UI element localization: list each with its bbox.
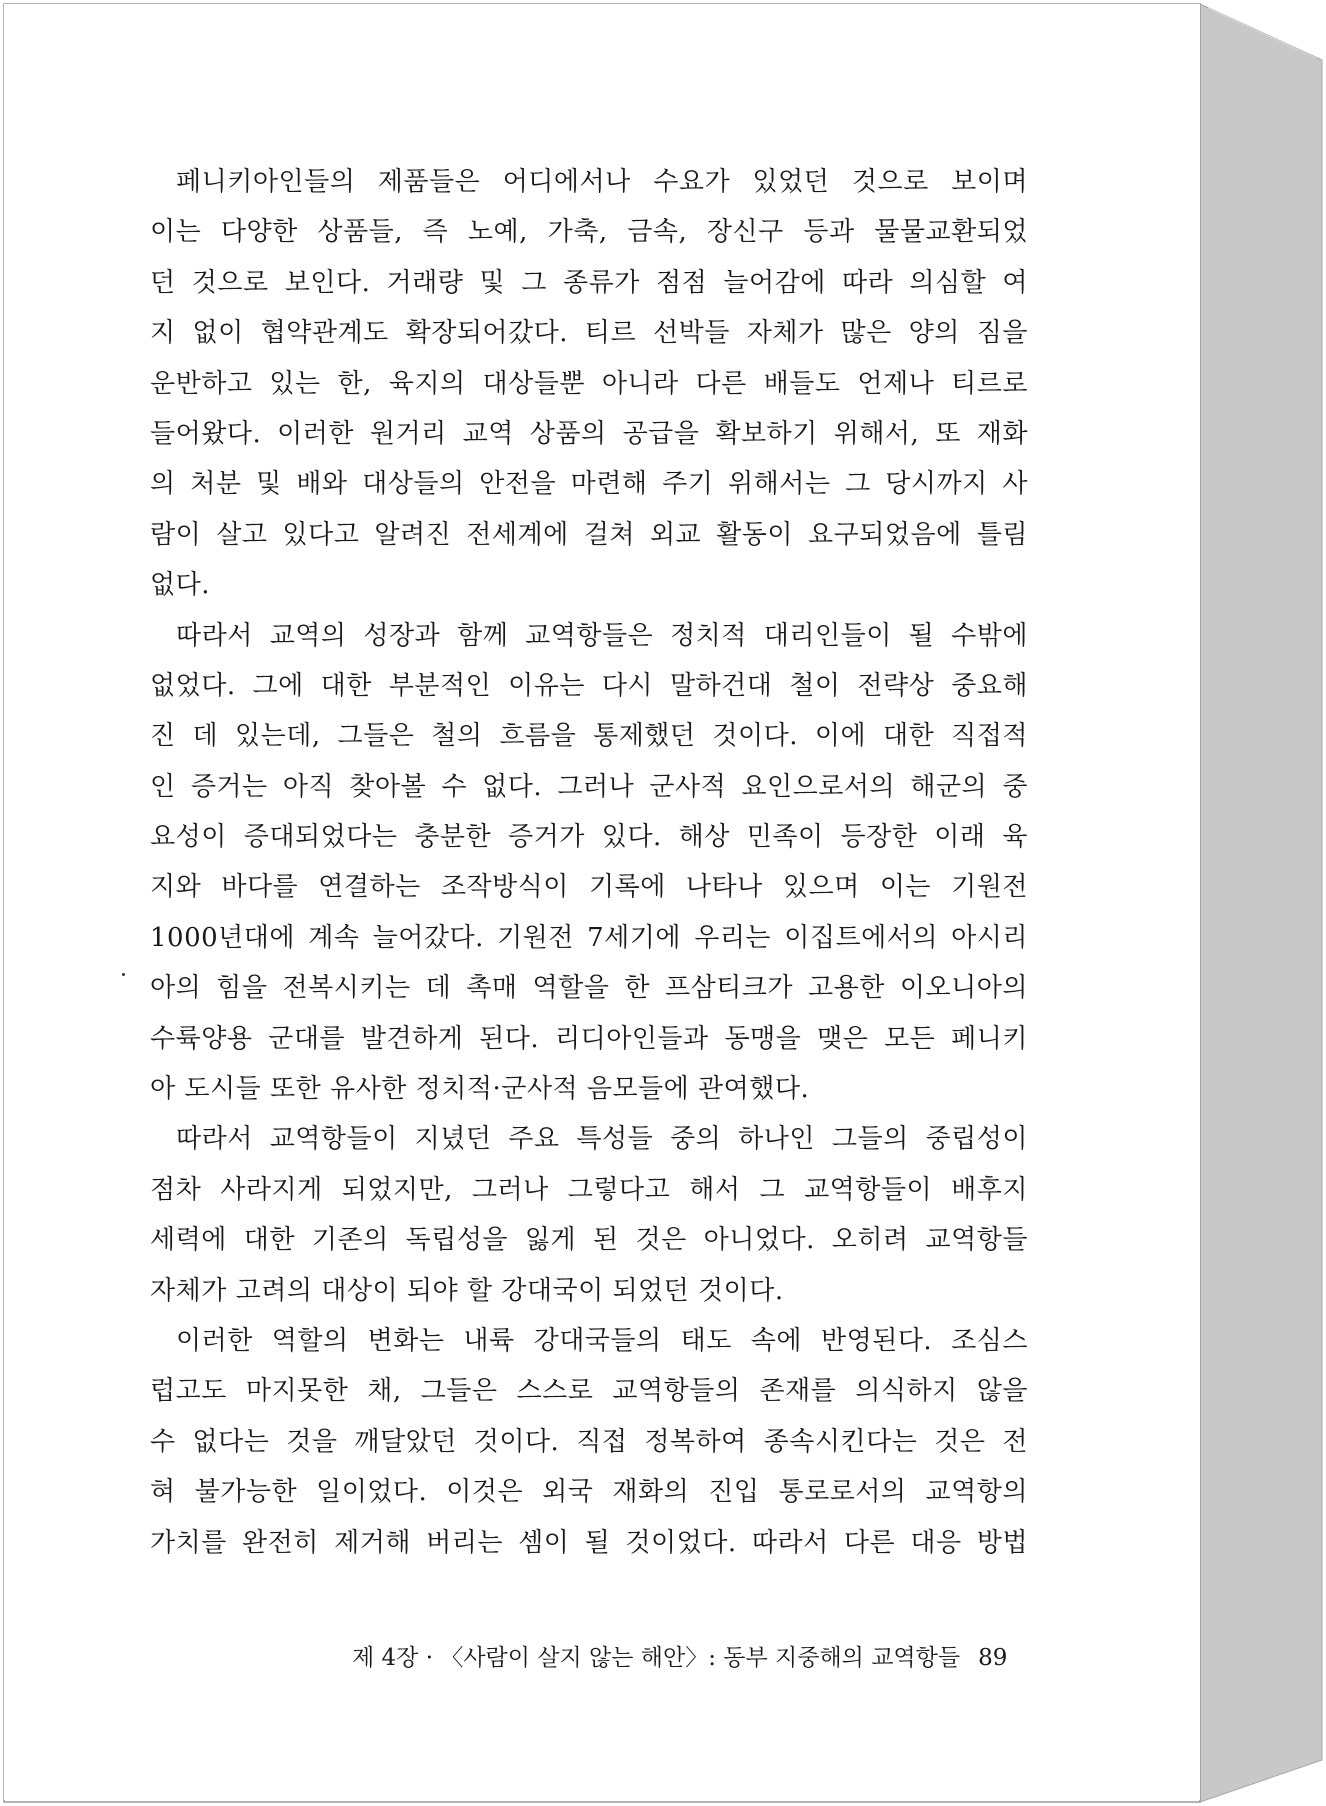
- text-line: 가치를 완전히 제거해 버리는 셈이 될 것이었다. 따라서 다른 대응 방법: [150, 1527, 1028, 1558]
- text-line: 점차 사라지게 되었지만, 그러나 그렇다고 해서 그 교역항들이 배후지: [150, 1174, 1028, 1205]
- text-line: 던 것으로 보인다. 거래량 및 그 종류가 점점 늘어감에 따라 의심할 여: [150, 267, 1028, 298]
- text-line: 진 데 있는데, 그들은 철의 흐름을 통제했던 것이다. 이에 대한 직접적: [150, 721, 1028, 752]
- text-line: 없다.: [150, 570, 210, 601]
- margin-dot: [122, 973, 125, 976]
- text-line: 자체가 고려의 대상이 되야 할 강대국이 되었던 것이다.: [150, 1275, 784, 1306]
- text-line: 아의 힘을 전복시키는 데 촉매 역할을 한 프삼티크가 고용한 이오니아의: [150, 973, 1028, 1004]
- text-line: 수 없다는 것을 깨달았던 것이다. 직접 정복하여 종속시킨다는 것은 전: [150, 1426, 1028, 1457]
- text-line: 수륙양용 군대를 발견하게 된다. 리디아인들과 동맹을 맺은 모든 페니키: [150, 1023, 1028, 1054]
- text-line: 세력에 대한 기존의 독립성을 잃게 된 것은 아니었다. 오히려 교역항들: [150, 1225, 1028, 1256]
- text-line: 럽고도 마지못한 채, 그들은 스스로 교역항들의 존재를 의식하지 않을: [150, 1376, 1028, 1407]
- page-footer: [352, 1641, 1008, 1675]
- text-line: 운반하고 있는 한, 육지의 대상들뿐 아니라 다른 배들도 언제나 티르로: [150, 368, 1028, 399]
- text-line: 람이 살고 있다고 알려진 전세계에 걸쳐 외교 활동이 요구되었음에 틀림: [150, 519, 1028, 550]
- running-head: 제 4장 · 〈사람이 살지 않는 해안〉: 동부 지중해의 교역항들: [352, 1645, 961, 1671]
- text-line: 1000년대에 계속 늘어갔다. 기원전 7세기에 우리는 이집트에서의 아시리: [150, 922, 1028, 953]
- body-text: [150, 157, 1028, 1568]
- text-line: 인 증거는 아직 찾아볼 수 없다. 그러나 군사적 요인으로서의 해군의 중: [150, 771, 1028, 802]
- text-line: 이러한 역할의 변화는 내륙 강대국들의 태도 속에 반영된다. 조심스: [176, 1325, 1028, 1356]
- text-line: 없었다. 그에 대한 부분적인 이유는 다시 말하건대 철이 전략상 중요해: [150, 670, 1028, 701]
- text-line: 이는 다양한 상품들, 즉 노예, 가축, 금속, 장신구 등과 물물교환되었: [150, 217, 1028, 248]
- text-line: 페니키아인들의 제품들은 어디에서나 수요가 있었던 것으로 보이며: [176, 167, 1028, 197]
- text-line: 들어왔다. 이러한 원거리 교역 상품의 공급을 확보하기 위해서, 또 재화: [150, 418, 1028, 449]
- text-line: 요성이 증대되었다는 충분한 증거가 있다. 해상 민족이 등장한 이래 육: [150, 822, 1028, 853]
- text-line: 따라서 교역의 성장과 함께 교역항들은 정치적 대리인들이 될 수밖에: [176, 620, 1028, 651]
- text-line: 지와 바다를 연결하는 조작방식이 기록에 나타나 있으며 이는 기원전: [150, 872, 1028, 903]
- text-line: 의 처분 및 배와 대상들의 안전을 마련해 주기 위해서는 그 당시까지 사: [150, 469, 1028, 500]
- text-line: 아 도시들 또한 유사한 정치적·군사적 음모들에 관여했다.: [150, 1074, 810, 1105]
- page-number: 89: [978, 1645, 1008, 1671]
- text-line: 지 없이 협약관계도 확장되어갔다. 티르 선박들 자체가 많은 양의 짐을: [150, 318, 1028, 349]
- text-line: 따라서 교역항들이 지녔던 주요 특성들 중의 하나인 그들의 중립성이: [176, 1124, 1028, 1155]
- text-line: 혀 불가능한 일이었다. 이것은 외국 재화의 진입 통로로서의 교역항의: [150, 1477, 1028, 1508]
